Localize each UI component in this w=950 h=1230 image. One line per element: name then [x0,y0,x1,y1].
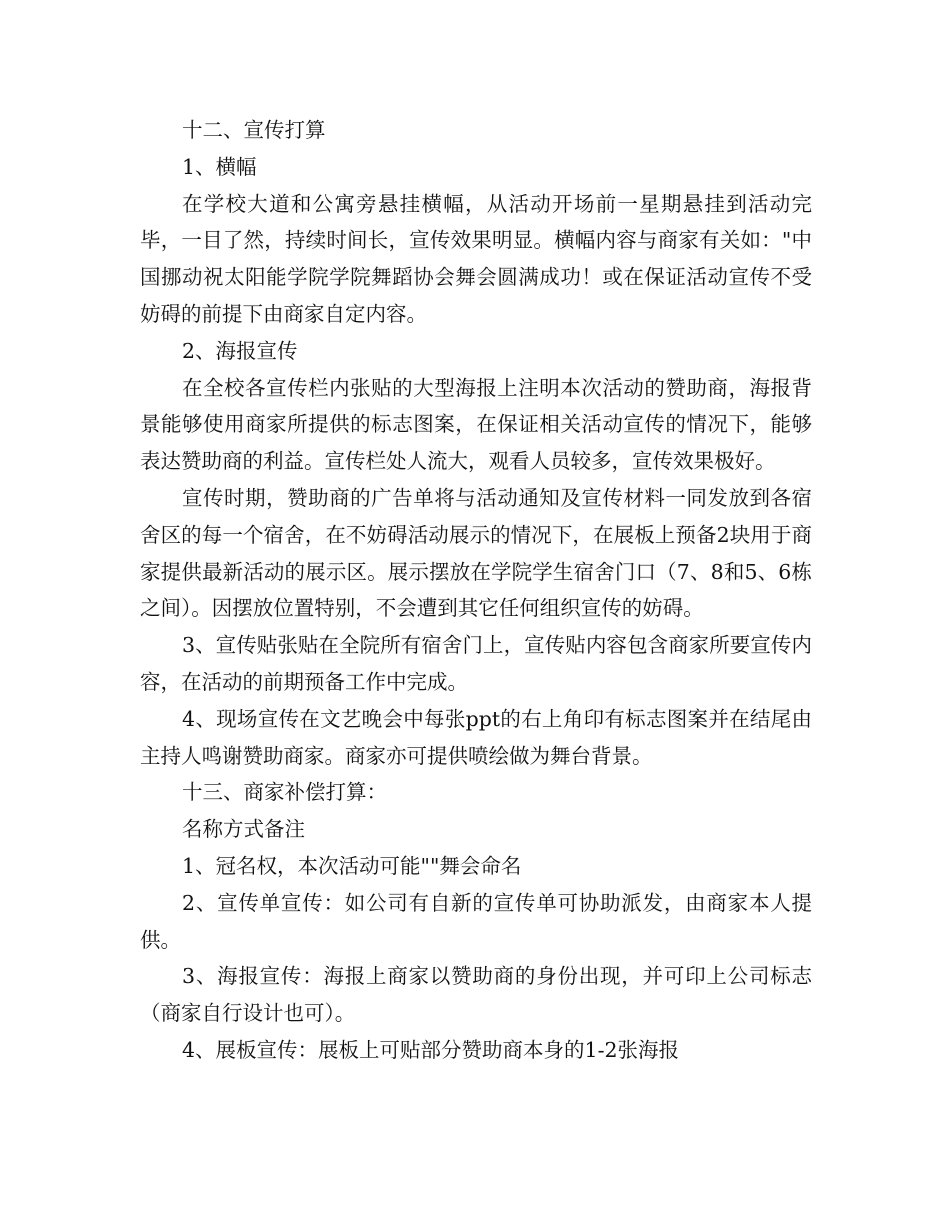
paragraph-door-stickers: 3、宣传贴张贴在全院所有宿舍门上，宣传贴内容包含商家所要宣传内容，在活动的前期预备工作中完成。 [140,633,812,694]
list-item: 3、海报宣传：海报上商家以赞助商的身份出现，并可印上公司标志（商家自行设计也可）。 [140,964,812,1026]
section-heading-13: 十三、商家补偿打算： [182,780,387,805]
paragraph-onsite: 4、现场宣传在文艺晚会中每张ppt的右上角印有标志图案并在结尾由主持人鸣谢赞助商家。商家亦可提供喷绘做为舞台背景。 [140,706,812,768]
paragraph-flyers: 宣传时期，赞助商的广告单将与活动通知及宣传材料一同发放到各宿舍区的每一个宿舍，在不妨碍活动展示的情况下，在展板上预备2块用于商家提供最新活动的展示区。展示摆放在学院学生宿舍门口（7、8和5、6栋之间）。因摆放位置特别，不会遭到其它任何组织宣传的妨碍。 [140,485,812,621]
list-item: 1、冠名权，本次活动可能""舞会命名 [182,853,522,878]
subheading-poster: 2、海报宣传 [182,338,298,363]
list-item: 4、展板宣传：展板上可贴部分赞助商本身的1-2张海报 [182,1037,680,1062]
paragraph-banner: 在学校大道和公寓旁悬挂横幅，从活动开场前一星期悬挂到活动完毕，一目了然，持续时间长，宣传效果明显。横幅内容与商家有关如："中国挪动祝太阳能学院学院舞蹈协会舞会圆满成功！或在保证活动宣传不受妨碍的前提下由商家自定内容。 [140,191,812,326]
list-item: 2、宣传单宣传：如公司有自新的宣传单可协助派发，由商家本人提供。 [140,890,812,952]
section-heading-12: 十二、宣传打算 [182,118,326,142]
table-header-line: 名称方式备注 [182,817,305,842]
document-body [140,112,812,1069]
paragraph-poster: 在全校各宣传栏内张贴的大型海报上注明本次活动的赞助商，海报背景能够使用商家所提供的标志图案，在保证相关活动宣传的情况下，能够表达赞助商的利益。宣传栏处人流大，观看人员较多，宣传效果极好。 [140,375,812,474]
subheading-banner: 1、横幅 [182,154,257,179]
